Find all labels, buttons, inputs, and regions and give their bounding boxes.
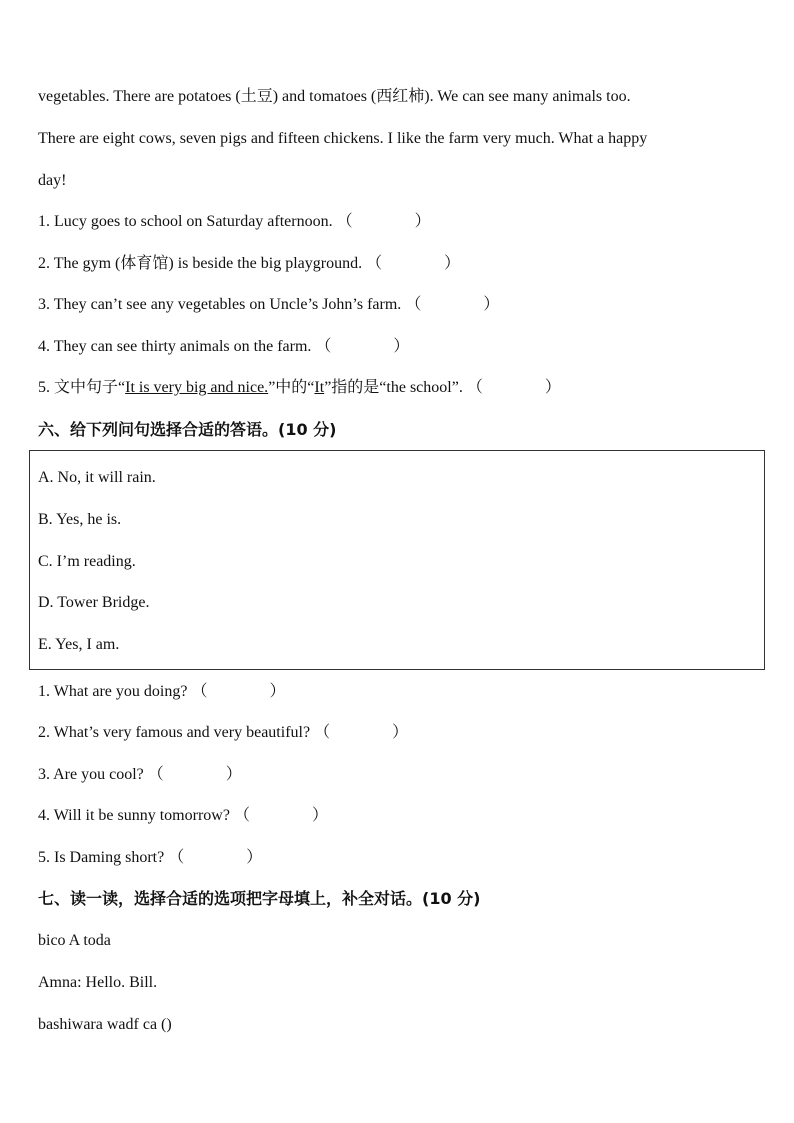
answer-close-paren: ） [393,338,410,355]
option-item: C. I’m reading. [38,553,136,570]
answer-open-paren: （ [405,296,422,313]
answer-open-paren: （ [466,379,483,396]
passage-line: vegetables. There are potatoes (土豆) and tomatoes (西红柿). We can see many animals too. [38,88,631,105]
dialogue-line: Amna: Hello. Bill. [38,974,158,991]
question-mid: ”中的“ [268,379,315,396]
question-text: 3. They can’t see any vegetables on Uncle’s John’s farm. [38,296,402,313]
answer-open-paren: （ [233,807,250,824]
section-heading: 七、读一读，选择合适的选项把字母填上，补全对话。(10 分) [38,889,481,908]
tf-question [38,212,431,232]
match-question [38,723,408,743]
answer-open-paren: （ [147,766,164,783]
question-prefix: 5. 文中句子“ [38,379,126,396]
option-item: E. Yes, I am. [38,636,120,653]
answer-open-paren: （ [315,338,332,355]
answer-close-paren: ） [544,379,561,396]
option-item: B. Yes, he is. [38,511,122,528]
answer-open-paren: （ [336,213,353,230]
answer-close-paren: ） [311,807,328,824]
answer-open-paren: （ [168,849,185,866]
tf-question [38,337,409,357]
answer-close-paren: ） [225,766,242,783]
answer-open-paren: （ [191,683,208,700]
section-heading: 六、给下列问句选择合适的答语。(10 分) [38,420,337,439]
question-text: 3. Are you cool? [38,766,144,783]
tf-question [38,254,460,274]
tf-question [38,378,561,398]
question-text: 1. Lucy goes to school on Saturday afternoon. [38,213,333,230]
question-text: 2. The gym (体育馆) is beside the big playground. [38,255,363,272]
option-item: D. Tower Bridge. [38,594,150,611]
passage-line: day! [38,172,67,189]
match-question [38,848,262,868]
question-text: 4. Will it be sunny tomorrow? [38,807,230,824]
question-mid: ”指的是“the school”. [324,379,463,396]
question-text: 1. What are you doing? [38,683,188,700]
answer-close-paren: ） [414,213,431,230]
question-text: 4. They can see thirty animals on the farm. [38,338,312,355]
quoted-sentence: It is very big and nice. [125,379,269,396]
answer-open-paren: （ [314,724,331,741]
match-question [38,682,285,702]
passage-line: There are eight cows, seven pigs and fifteen chickens. I like the farm very much. What a happy [38,130,648,147]
option-item: A. No, it will rain. [38,469,156,486]
dialogue-line: bashiwara wadf ca () [38,1016,172,1033]
answer-close-paren: ） [444,255,461,272]
dialogue-line: bico A toda [38,932,111,949]
question-text: 5. Is Daming short? [38,849,165,866]
answer-close-paren: ） [269,683,286,700]
answer-close-paren: ） [392,724,409,741]
tf-question [38,295,499,315]
options-box [29,450,765,670]
answer-close-paren: ） [246,849,263,866]
answer-close-paren: ） [483,296,500,313]
match-question [38,806,328,826]
answer-open-paren: （ [366,255,383,272]
quoted-word: It [314,379,325,396]
question-text: 2. What’s very famous and very beautiful? [38,724,311,741]
match-question [38,765,242,785]
